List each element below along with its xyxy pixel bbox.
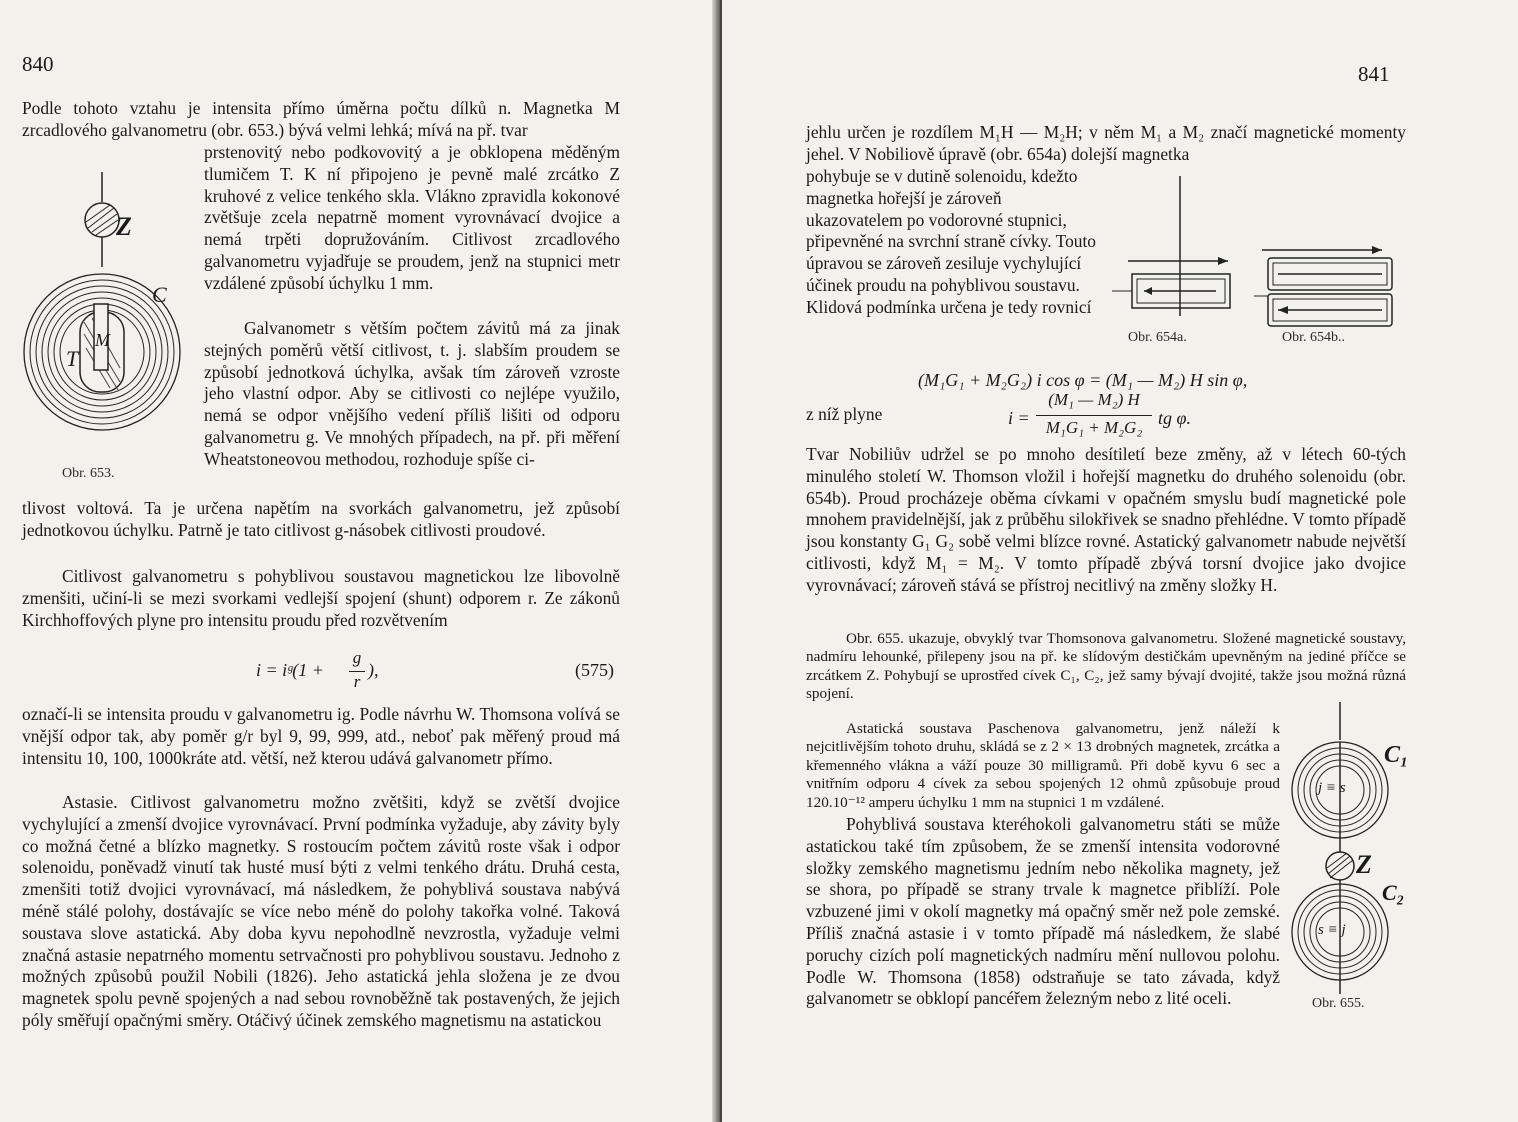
left-para-astasie: Astasie. Citlivost galvanometru možno zvětšiti, když se zvětší dvojice vychylující a zmenší dvojice vyrovnávací. První podmínka vyžaduje, aby závity byly co možná četné a blízko magnetky. S rostoucím počtem závitů roste však i odpor solenoidu, poněvadž vinutí tak husté musí býti z velmi tenkého drátu. Druhá cesta, zmenšiti totiž dvojici vyrovnávací, má následkem, že pohyblivá soustava nabývá méně stálé polohy, dostávajíc se více nebo méně do polohy takořka volné. Taková soustava slove astatická. Aby doba kyvu nepohodlně nevzrostla, vyžaduje velmi značná astasie nepatrného momentu setrvačnosti pro pohyblivou soustavu. Jednoho z možných způsobů použil Nobili (1826). Jeho astatická jehla složena je ze dvou magnetek spolu pevně spojených a nad sebou rovnoběžně tak postavených, že jejich póly směřují opačnými směry. Otáčivý účinek zemského magnetismu na astatickou	[22, 792, 620, 1030]
fig653-label-z: Z	[116, 212, 132, 241]
right-small-fig655: Obr. 655. ukazuje, obvyklý tvar Thomsonova galvanometru. Složené magnetické soustavy, nadmíru lehounké, přilepeny jsou na př. ke slídovým destičkám upevněným na jediné příčce se zrcátkem Z. Pohybují se uprostřed cívek C₁, C₂, jež samy bývají dvojité, takže jsou možná různá spojení.	[806, 630, 1406, 703]
fig654b-caption: Obr. 654b..	[1282, 330, 1345, 345]
eq-from-label: z níž plyne	[806, 404, 883, 424]
eq-i-num: (M₁ — M₂) H	[1048, 390, 1140, 409]
left-para-thomson: označí-li se intensita proudu v galvanometru ig. Podle návrhu W. Thomsona volívá se vnější odpor tak, aby poměr g/r byl 9, 99, 999, atd., neboť pak měřený proud má intensitu 10, 100, 1000kráte atd. větší, než kterou udává galvanometr přímo.	[22, 704, 620, 768]
left-para-shunt: Citlivost galvanometru s pohyblivou soustavou magnetickou lze libovolně zmenšiti, učiní-li se mezi svorkami vedlejší spojení (shunt) odporem r. Ze zákonů Kirchhoffových plyne pro intensitu proudu před rozvětvením	[22, 566, 620, 630]
fig655-label-z: Z	[1356, 850, 1372, 879]
fig653-label-m: M	[95, 330, 110, 350]
eq-i-lhs: i =	[1008, 408, 1030, 428]
fig655-label-c2: C₂	[1382, 880, 1405, 905]
eq575-close: ),	[368, 660, 379, 680]
fig653-label-t: T	[66, 346, 79, 371]
fig655-bottom-inner: s ≡ j	[1318, 922, 1346, 938]
fig653-drawing	[22, 172, 202, 462]
fig654a-drawing	[1110, 176, 1240, 326]
fig653-caption: Obr. 653.	[62, 466, 115, 481]
right-page	[722, 0, 1518, 1122]
fig655-label-c1: C₁	[1384, 742, 1409, 768]
eq-i-den: M₁G₁ + M₂G₂	[1045, 418, 1143, 437]
eq575-den: r	[353, 672, 361, 691]
right-para-nobili: Tvar Nobiliův udržel se po mnoho desítiletí beze změny, až v létech 60-tých minulého století W. Thomson vložil i hořejší magnetku do druhého solenoidu (obr. 654b). Proud procházeje oběma cívkami v opačném smyslu budí magnetické pole mnohem pravidelnější, jak z průběhu silokřivek se snadno přehlédne. V tomto případě jsou konstanty G₁ G₂ sobě velmi blízce rovné. Astatický galvanometr nabude největší citlivosti, když M₁ = M₂. V tomto případě zbývá torsní dvojice jako dvojice vyrovnávací; zároveň stává se přístroj necitlivý na změny složky H.	[806, 444, 1406, 595]
left-para-voltage: tlivost voltová. Ta je určena napětím na svorkách galvanometru, jež způsobí jednotkovou úchylku. Patrně je tato citlivost g-násobek citlivosti proudové.	[22, 498, 620, 540]
page-number-left: 840	[22, 52, 54, 76]
eq-rest-condition: (M₁G₁ + M₂G₂) i cos φ = (M₁ — M₂) H sin φ,	[918, 370, 1248, 390]
right-para-intro-wrap: pohybuje se v dutině solenoidu, kdežto magnetka hořejší je zároveň ukazovatelem po vodorovné stupnici, připevněné na svrchní straně cívky. Touto úpravou se zároveň zesiluje vychylující účinek proudu na pohyblivou soustavu. Klidová podmínka určena je tedy rovnicí	[806, 166, 1096, 317]
eq575-num: g	[352, 648, 362, 667]
right-small-paschen: Astatická soustava Paschenova galvanometru, jenž náleží k nejcitlivějším tohoto druhu, skládá se z 2 × 13 drobných magnetek, zrcátka a křemenného vlákna a váží pouze 30 milligramů. Při době kyvu 6 sec a vnitřním odporu 4 cívek za sebou spojených 12 ohmů způsobuje proud 120.10⁻¹² amperu úchylku 1 mm na stupnici 1 m vzdálené.	[806, 720, 1280, 811]
left-para-sensitivity: Galvanometr s větším počtem závitů má za jinak stejných poměrů větší citlivost, t. j. slabším proudem se způsobí jednotková úchylka, avšak tím zároveň vzroste jeho vlastní odpor. Aby se citlivosti co nejlépe využilo, nemá se odpor vnějšího vedení příliš lišiti od odporu galvanometru g. Ve mnohých případech, na př. při měření Wheatstoneovou methodou, rozhoduje spíše ci-	[204, 318, 620, 469]
fig654a-caption: Obr. 654a.	[1128, 330, 1187, 345]
fig655-caption: Obr. 655.	[1312, 996, 1365, 1011]
left-para-intro-wrap: prstenovitý nebo podkovovitý a je obklopena měděným tlumičem T. K ní připojeno je pevně malé zrcátko Z kruhové z velice tenkého skla. Vlákno zpravidla kokonové zvětšuje zcela nepatrně moment vyrovnávací dvojice a nemá trpěti dopružováním. Citlivost zrcadlového galvanometru vyjadřuje se proudem, jenž na stupnici metr vzdálené způsobí úchylku 1 mm.	[204, 142, 620, 293]
left-para-intro: Podle tohoto vztahu je intensita přímo úměrna počtu dílků n. Magnetka M zrcadlového galvanometru (obr. 653.) bývá velmi lehká; mívá na př. tvar	[22, 98, 620, 140]
eq-i-tg: tg φ.	[1158, 408, 1191, 428]
right-para-astatic-shield: Pohyblivá soustava kteréhokoli galvanometru státi se může astatickou také tím způsobem, že se zmenší intensita vodorovné složky zemského magnetismu jedním nebo několika magnety, jež se shora, po případě se strany trvale k magnetce přiblíží. Pole vzbuzené jimi v okolí magnetky má opačný směr než pole zemské. Příliš značná astasie i v tomto případě má následkem, že slabé poruchy cizích polí magnetických nadmíru mění nullovou polohu. Podle W. Thomsona (1858) odstraňuje se tato závada, když galvanometr se obklopí pancéřem železným nebo z lité oceli.	[806, 814, 1280, 1009]
right-para-intro: jehlu určen je rozdílem M₁H — M₂H; v něm M₁ a M₂ značí magnetické momenty jehel. V Nobiliově úpravě (obr. 654a) dolejší magnetka	[806, 122, 1406, 164]
fig653-label-c: C	[152, 282, 167, 307]
eq575-number: (575)	[575, 660, 614, 680]
page-number-right: 841	[1358, 62, 1390, 86]
eq575-lhs: i = iᵍ(1 +	[256, 660, 324, 680]
left-page	[0, 0, 718, 1122]
fig655-top-inner: j ≡ s	[1318, 780, 1346, 796]
